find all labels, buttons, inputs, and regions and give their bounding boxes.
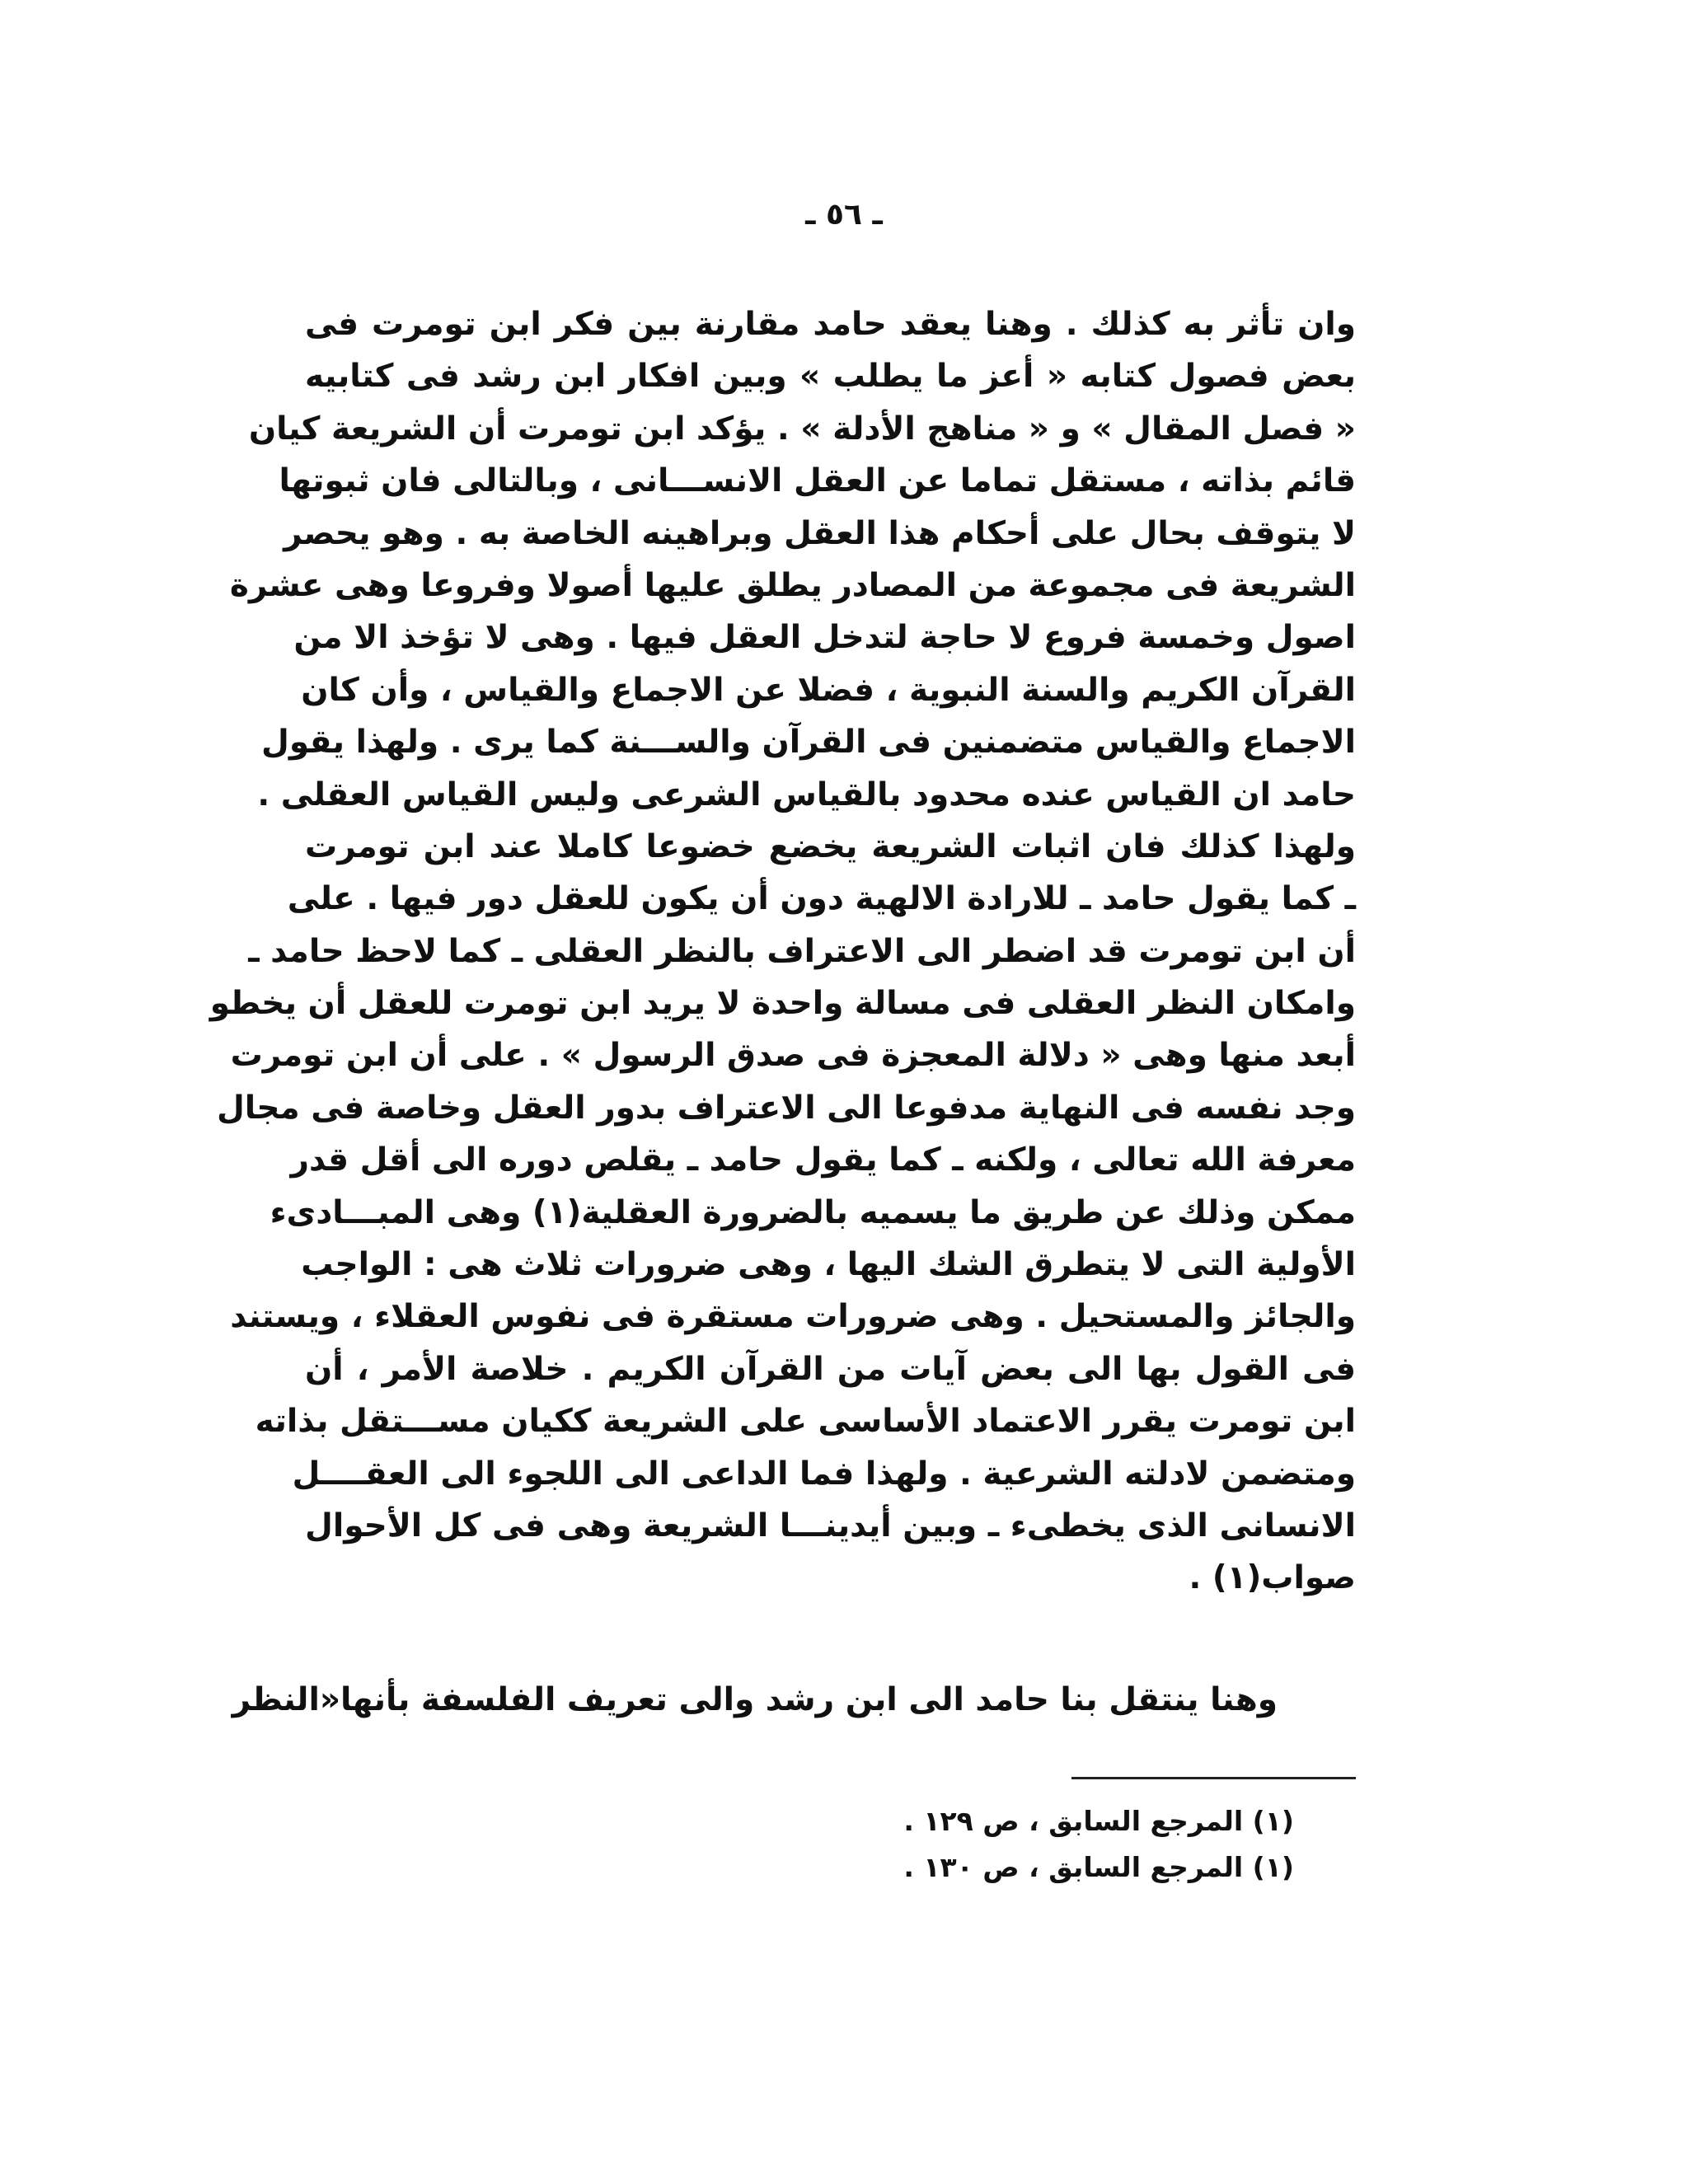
footnote-divider <box>1071 1777 1356 1779</box>
text-line: وجد نفسه فى النهاية مدفوعا الى الاعتراف بدور العقل وخاصة فى مجال <box>216 1089 1356 1127</box>
footnote: (١) المرجع السابق ، ص ١٢٩ . <box>903 1805 1294 1837</box>
page-number: ـ ٥٦ ـ <box>805 198 883 232</box>
next-paragraph: وهنا ينتقل بنا حامد الى ابن رشد والى تعريف الفلسفة بأنها«النظر <box>232 1681 1278 1718</box>
text-line: لا يتوقف بحال على أحكام هذا العقل وبراهينه الخاصة به . وهو يحصر <box>284 514 1356 552</box>
text-line: ومتضمن لادلته الشرعية . ولهذا فما الداعى الى اللجوء الى العقــــل <box>292 1455 1356 1493</box>
text-line: اصول وخمسة فروع لا حاجة لتدخل العقل فيها . وهى لا تؤخذ الا من <box>293 619 1356 657</box>
text-line: الاجماع والقياس متضمنين فى القرآن والســـنة كما يرى . ولهذا يقول <box>261 724 1356 762</box>
text-line: والجائز والمستحيل . وهى ضرورات مستقرة فى نفوس العقلاء ، ويستند <box>230 1298 1356 1336</box>
text-line: ـ كما يقول حامد ـ للارادة الالهية دون أن يكون للعقل دور فيها . على <box>287 880 1356 918</box>
text-line: الانسانى الذى يخطىء ـ وبين أيدينـــا الشريعة وهى فى كل الأحوال <box>305 1507 1356 1544</box>
text-line: الشريعة فى مجموعة من المصادر يطلق عليها أصولا وفروعا وهى عشرة <box>229 566 1356 604</box>
text-line: وامكان النظر العقلى فى مسالة واحدة لا يريد ابن تومرت للعقل أن يخطو <box>209 985 1356 1023</box>
text-line: وان تأثر به كذلك . وهنا يعقد حامد مقارنة بين فكر ابن تومرت فى <box>305 306 1356 343</box>
text-line: القرآن الكريم والسنة النبوية ، فضلا عن الاجماع والقياس ، وأن كان <box>301 671 1356 709</box>
text-line: الأولية التى لا يتطرق الشك اليها ، وهى ضرورات ثلاث هى : الواجب <box>301 1246 1356 1284</box>
text-line: فى القول بها الى بعض آيات من القرآن الكريم . خلاصة الأمر ، أن <box>305 1350 1356 1388</box>
text-line: ولهذا كذلك فان اثبات الشريعة يخضع خضوعا كاملا عند ابن تومرت <box>305 827 1356 865</box>
text-line: أبعد منها وهى « دلالة المعجزة فى صدق الرسول » . على أن ابن تومرت <box>230 1037 1356 1075</box>
text-line: بعض فصول كتابه « أعز ما يطلب » وبين افكار ابن رشد فى كتابيه <box>305 358 1356 396</box>
text-line: معرفة الله تعالى ، ولكنه ـ كما يقول حامد ـ يقلص دوره الى أقل قدر <box>290 1141 1356 1179</box>
text-line: ابن تومرت يقرر الاعتماد الأساسى على الشريعة ككيان مســـتقل بذاته <box>255 1403 1356 1441</box>
text-line: قائم بذاته ، مستقل تماما عن العقل الانســـانى ، وبالتالى فان ثبوتها <box>279 462 1356 500</box>
text-line: حامد ان القياس عنده محدود بالقياس الشرعى وليس القياس العقلى . <box>257 776 1356 813</box>
text-line-last: صواب(١) . <box>1189 1559 1356 1597</box>
footnotes <box>824 1798 1294 1891</box>
main-paragraph <box>209 298 1356 1605</box>
text-line: أن ابن تومرت قد اضطر الى الاعتراف بالنظر العقلى ـ كما لاحظ حامد ـ <box>248 932 1356 970</box>
text-line: « فصل المقال » و « مناهج الأدلة » . يؤكد ابن تومرت أن الشريعة كيان <box>248 410 1356 448</box>
text-line: ممكن وذلك عن طريق ما يسميه بالضرورة العقلية(١) وهى المبـــادىء <box>270 1193 1356 1231</box>
footnote: (١) المرجع السابق ، ص ١٣٠ . <box>903 1851 1294 1883</box>
